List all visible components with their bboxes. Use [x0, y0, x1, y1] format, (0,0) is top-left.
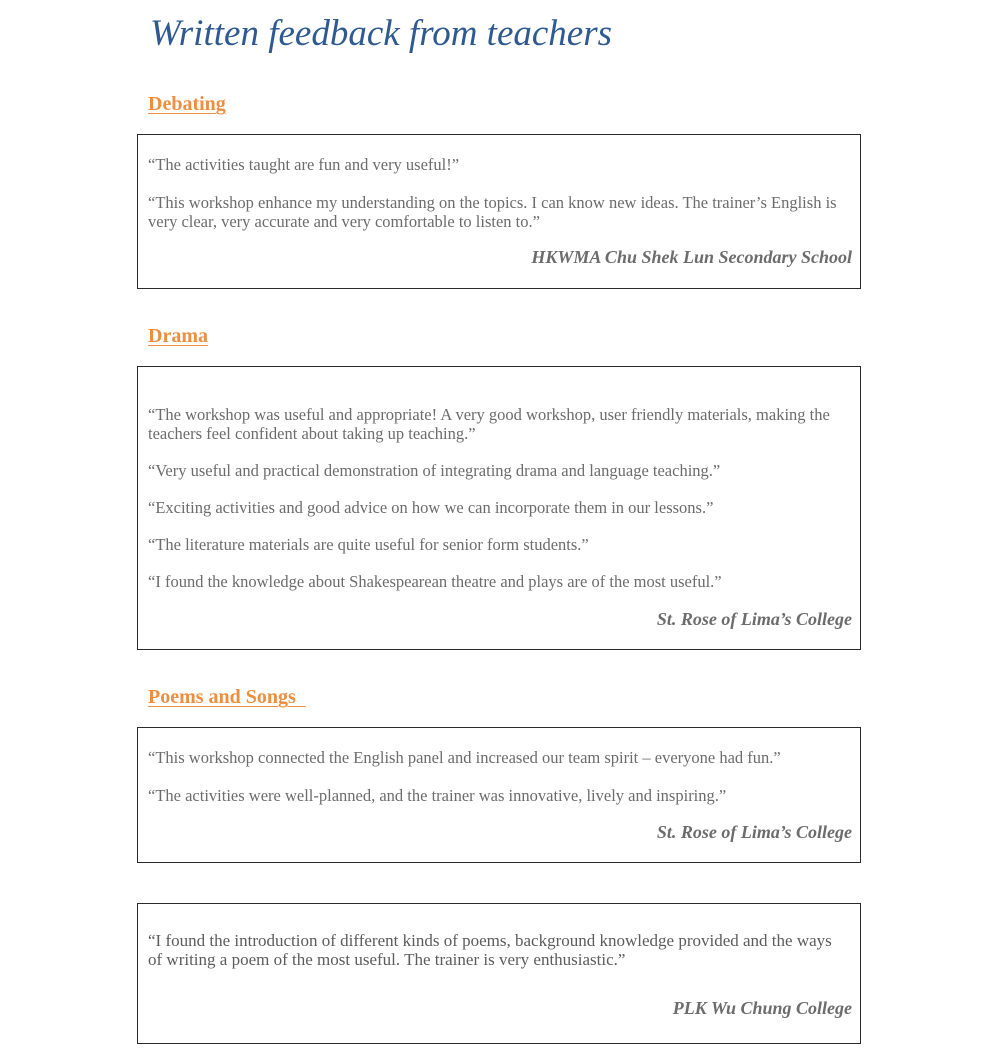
- feedback-box-poems-continued: [137, 903, 861, 1044]
- section-heading-drama: Drama: [148, 325, 208, 347]
- school-attribution: St. Rose of Lima’s College: [656, 822, 852, 842]
- feedback-box-poems-and-songs: [137, 727, 861, 863]
- quote: “Very useful and practical demonstration of integrating drama and language teaching.”: [148, 461, 721, 480]
- section-heading-poems-and-songs: Poems and Songs: [148, 686, 306, 708]
- quote: “The literature materials are quite useful for senior form students.”: [148, 535, 589, 554]
- school-attribution: St. Rose of Lima’s College: [656, 609, 852, 629]
- school-attribution: HKWMA Chu Shek Lun Secondary School: [531, 247, 852, 267]
- quote: “Exciting activities and good advice on how we can incorporate them in our lessons.”: [148, 498, 714, 517]
- section-heading-debating: Debating: [148, 93, 226, 115]
- quote: “This workshop enhance my understanding on the topics. I can know new ideas. The trainer’s English is very clear, very accurate and very comfortable to listen to.”: [148, 193, 837, 231]
- quote: “This workshop connected the English panel and increased our team spirit – everyone had fun.”: [148, 748, 781, 767]
- quote: “I found the introduction of different kinds of poems, background knowledge provided and the ways of writing a poem of the most useful. The trainer is very enthusiastic.”: [148, 931, 832, 969]
- feedback-box-drama: [137, 366, 861, 650]
- feedback-box-debating: [137, 134, 861, 289]
- quote: “The workshop was useful and appropriate! A very good workshop, user friendly materials, making the teachers feel confident about taking up teaching.”: [148, 405, 830, 443]
- quote: “The activities taught are fun and very useful!”: [148, 155, 460, 174]
- quote: “I found the knowledge about Shakespearean theatre and plays are of the most useful.”: [148, 572, 722, 591]
- page-title: Written feedback from teachers: [150, 13, 613, 54]
- school-attribution: PLK Wu Chung College: [672, 998, 852, 1018]
- quote: “The activities were well-planned, and the trainer was innovative, lively and inspiring.”: [148, 786, 727, 805]
